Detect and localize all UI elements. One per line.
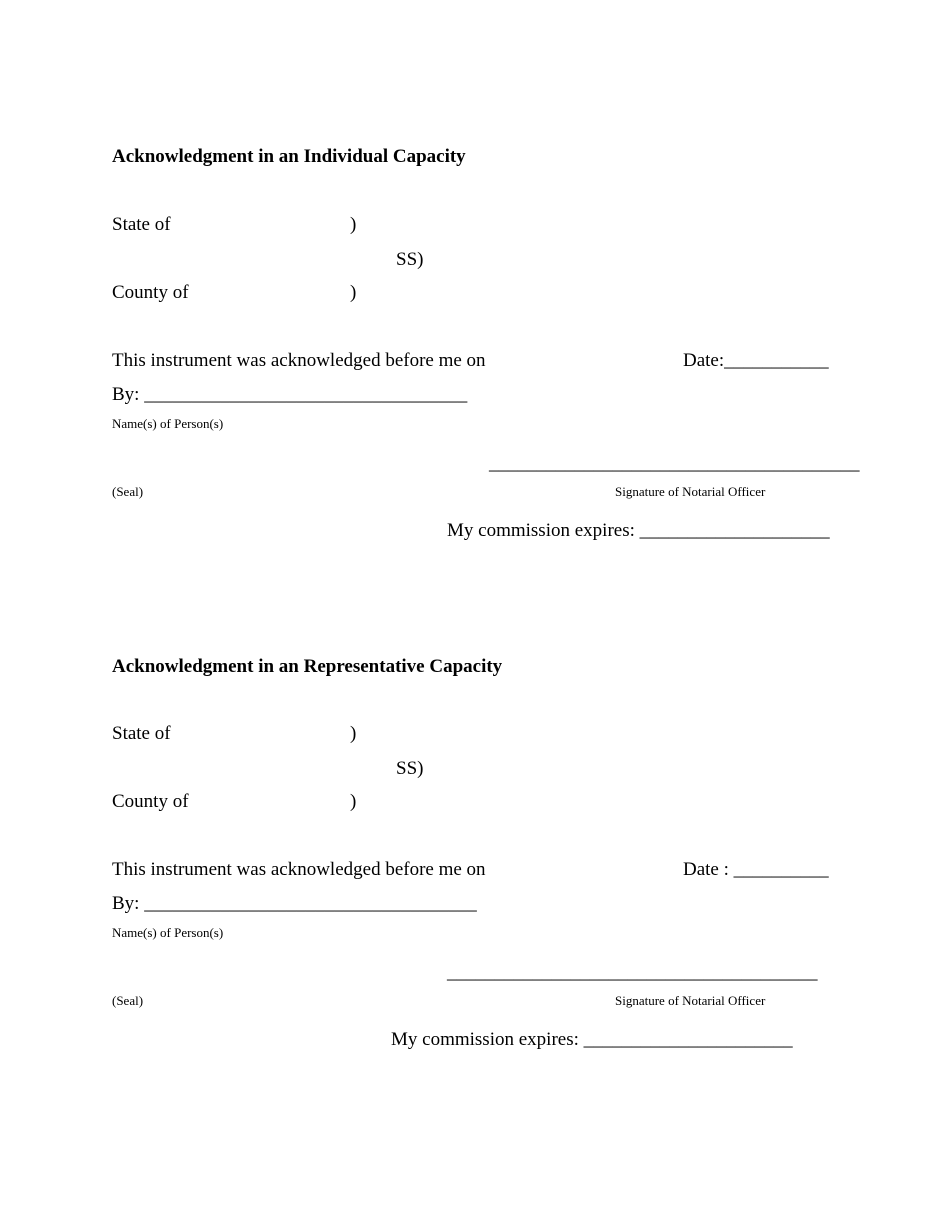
seal-label: (Seal) — [112, 484, 144, 499]
county-label: County of — [112, 282, 189, 303]
signature-line[interactable]: _______________________________________ — [489, 453, 860, 474]
section-heading: Acknowledgment in an Individual Capacity — [112, 146, 466, 167]
date-field[interactable]: Date:___________ — [683, 350, 829, 371]
commission-expires-field[interactable]: My commission expires: ____________________ — [447, 520, 830, 541]
county-label: County of — [112, 791, 189, 812]
signature-caption: Signature of Notarial Officer — [615, 484, 766, 499]
state-label: State of — [112, 214, 171, 235]
instrument-text: This instrument was acknowledged before me on — [112, 859, 486, 880]
by-field[interactable]: By: ___________________________________ — [112, 893, 477, 914]
names-caption: Name(s) of Person(s) — [112, 416, 224, 431]
date-field[interactable]: Date : __________ — [683, 859, 829, 880]
state-label: State of — [112, 723, 171, 744]
state-paren: ) — [350, 723, 357, 744]
signature-line[interactable]: _______________________________________ — [447, 962, 818, 983]
seal-label: (Seal) — [112, 993, 144, 1008]
commission-expires-field[interactable]: My commission expires: ______________________ — [391, 1029, 793, 1050]
ss-label: SS) — [396, 249, 424, 270]
county-paren: ) — [350, 791, 357, 812]
state-paren: ) — [350, 214, 357, 235]
by-field[interactable]: By: __________________________________ — [112, 384, 468, 405]
signature-caption: Signature of Notarial Officer — [615, 993, 766, 1008]
instrument-text: This instrument was acknowledged before me on — [112, 350, 486, 371]
ss-label: SS) — [396, 758, 424, 779]
section-heading: Acknowledgment in an Representative Capacity — [112, 656, 503, 677]
names-caption: Name(s) of Person(s) — [112, 925, 224, 940]
county-paren: ) — [350, 282, 357, 303]
